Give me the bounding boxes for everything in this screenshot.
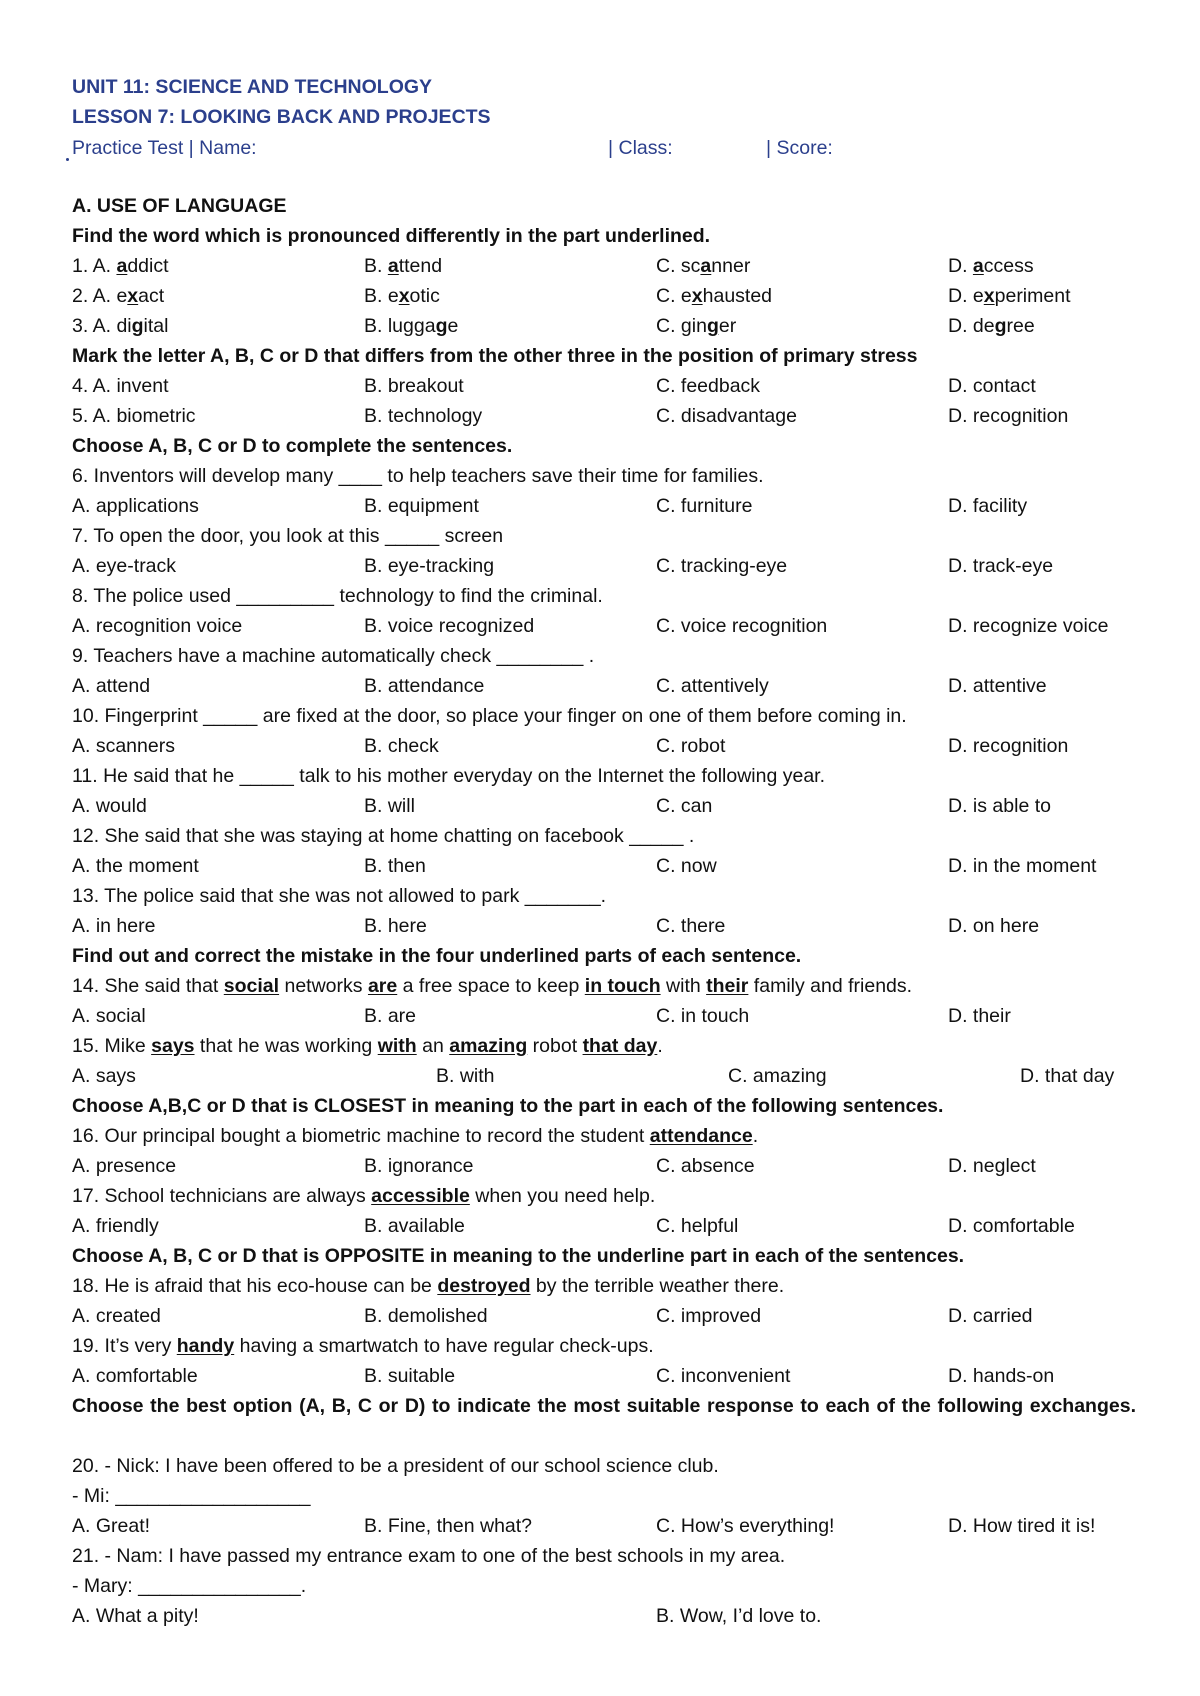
option-d: D. How tired it is! <box>948 1515 1096 1537</box>
question-21-line-1: 21. - Nam: I have passed my entrance exam to one of the best schools in my area. <box>72 1545 786 1567</box>
option-a: A. created <box>72 1305 161 1327</box>
option-b: B. luggage <box>364 315 459 337</box>
option-c: C. improved <box>656 1305 762 1327</box>
instruction-closest: Choose A,B,C or D that is CLOSEST in meaning to the part in each of the following sentences. <box>72 1095 944 1117</box>
option-b: B. eye-tracking <box>364 555 495 577</box>
instruction-response: Choose the best option (A, B, C or D) to indicate the most suitable response to each of the following exchanges. <box>72 1395 1136 1417</box>
option-c: C. robot <box>656 735 726 757</box>
option-a: 4. A. invent <box>72 375 169 397</box>
option-c: C. helpful <box>656 1215 739 1237</box>
option-d: D. that day <box>1020 1065 1115 1087</box>
question-15-stem: 15. Mike says that he was working with an amazing robot that day. <box>72 1035 663 1057</box>
question-8-stem: 8. The police used _________ technology to find the criminal. <box>72 585 603 607</box>
option-c: C. tracking-eye <box>656 555 788 577</box>
option-a: A. comfortable <box>72 1365 198 1387</box>
question-19-options <box>72 1361 1136 1391</box>
option-b: B. exotic <box>364 285 440 307</box>
option-b: B. ignorance <box>364 1155 474 1177</box>
instruction-opposite: Choose A, B, C or D that is OPPOSITE in meaning to the underline part in each of the sentences. <box>72 1245 965 1267</box>
option-b: B. check <box>364 735 439 757</box>
option-c: C. ginger <box>656 315 737 337</box>
section-heading: A. USE OF LANGUAGE <box>72 195 287 217</box>
question-19-stem: 19. It’s very handy having a smartwatch to have regular check-ups. <box>72 1335 654 1357</box>
option-d: D. attentive <box>948 675 1047 697</box>
question-17-options <box>72 1211 1136 1241</box>
option-d: D. recognition <box>948 405 1069 427</box>
option-b: B. available <box>364 1215 465 1237</box>
practice-name-label: Practice Test | Name: <box>72 137 257 159</box>
question-14-stem: 14. She said that social networks are a free space to keep in touch with their family and friends. <box>72 975 913 997</box>
option-d: D. recognition <box>948 735 1069 757</box>
question-15-options <box>72 1061 1136 1091</box>
instruction-stress: Mark the letter A, B, C or D that differs from the other three in the position of primary stress <box>72 345 918 367</box>
option-c: C. now <box>656 855 717 877</box>
option-b: B. attendance <box>364 675 485 697</box>
question-14-options <box>72 1001 1136 1031</box>
question-8-options <box>72 611 1136 641</box>
underlined-part: attendance <box>649 1125 753 1147</box>
underlined-part: says <box>151 1035 195 1057</box>
option-a: A. says <box>72 1065 136 1087</box>
option-a: A. attend <box>72 675 151 697</box>
option-c: C. inconvenient <box>656 1365 791 1387</box>
option-b: B. demolished <box>364 1305 488 1327</box>
question-9-options <box>72 671 1136 701</box>
question-10-options <box>72 731 1136 761</box>
option-d: D. carried <box>948 1305 1033 1327</box>
instruction-pronunciation: Find the word which is pronounced differently in the part underlined. <box>72 225 711 247</box>
question-20-options <box>72 1511 1136 1541</box>
option-a: A. applications <box>72 495 199 517</box>
instruction-complete: Choose A, B, C or D to complete the sentences. <box>72 435 513 457</box>
option-b: B. technology <box>364 405 483 427</box>
option-b: B. will <box>364 795 415 817</box>
question-2-options <box>72 281 1136 311</box>
option-a: A. social <box>72 1005 146 1027</box>
option-d: D. recognize voice <box>948 615 1109 637</box>
option-c: C. there <box>656 915 726 937</box>
question-10-stem: 10. Fingerprint _____ are fixed at the door, so place your finger on one of them before coming in. <box>72 705 907 727</box>
option-d: D. degree <box>948 315 1035 337</box>
option-c: C. feedback <box>656 375 761 397</box>
question-3-options <box>72 311 1136 341</box>
option-c: C. absence <box>656 1155 755 1177</box>
instruction-mistake: Find out and correct the mistake in the four underlined parts of each sentence. <box>72 945 802 967</box>
score-label: | Score: <box>766 137 833 159</box>
question-1-options <box>72 251 1136 281</box>
underlined-part: their <box>706 975 749 997</box>
underlined-part: accessible <box>371 1185 470 1207</box>
question-5-options <box>72 401 1136 431</box>
option-b: B. voice recognized <box>364 615 535 637</box>
underlined-part: destroyed <box>437 1275 531 1297</box>
option-a: A. scanners <box>72 735 175 757</box>
underlined-part: with <box>377 1035 417 1057</box>
option-c: C. attentively <box>656 675 769 697</box>
option-a: A. would <box>72 795 147 817</box>
question-18-stem: 18. He is afraid that his eco-house can be destroyed by the terrible weather there. <box>72 1275 785 1297</box>
option-d: D. in the moment <box>948 855 1097 877</box>
option-c: C. scanner <box>656 255 751 277</box>
lesson-title: LESSON 7: LOOKING BACK AND PROJECTS <box>72 106 491 128</box>
question-11-stem: 11. He said that he _____ talk to his mother everyday on the Internet the following year. <box>72 765 826 787</box>
option-b: B. Wow, I’d love to. <box>656 1605 822 1627</box>
option-a: A. Great! <box>72 1515 151 1537</box>
option-a: A. presence <box>72 1155 177 1177</box>
option-b: B. suitable <box>364 1365 456 1387</box>
option-b: B. then <box>364 855 426 877</box>
option-c: C. amazing <box>728 1065 827 1087</box>
option-b: B. with <box>436 1065 495 1087</box>
option-c: C. in touch <box>656 1005 750 1027</box>
option-d: D. neglect <box>948 1155 1036 1177</box>
option-a: A. What a pity! <box>72 1605 199 1627</box>
option-b: B. are <box>364 1005 417 1027</box>
option-d: D. hands-on <box>948 1365 1055 1387</box>
underlined-part: in touch <box>584 975 661 997</box>
option-c: C. voice recognition <box>656 615 828 637</box>
option-a: A. in here <box>72 915 156 937</box>
option-a: 3. A. digital <box>72 315 169 337</box>
option-a: A. eye-track <box>72 555 177 577</box>
option-a: A. recognition voice <box>72 615 243 637</box>
question-7-options <box>72 551 1136 581</box>
question-4-options <box>72 371 1136 401</box>
option-a: 1. A. addict <box>72 255 169 277</box>
option-c: C. disadvantage <box>656 405 797 427</box>
question-18-options <box>72 1301 1136 1331</box>
option-b: B. Fine, then what? <box>364 1515 533 1537</box>
underlined-part: amazing <box>449 1035 528 1057</box>
option-d: D. access <box>948 255 1034 277</box>
option-d: D. comfortable <box>948 1215 1075 1237</box>
option-c: C. exhausted <box>656 285 773 307</box>
question-17-stem: 17. School technicians are always accessible when you need help. <box>72 1185 656 1207</box>
question-11-options <box>72 791 1136 821</box>
underlined-part: social <box>223 975 280 997</box>
question-6-stem: 6. Inventors will develop many ____ to help teachers save their time for families. <box>72 465 764 487</box>
question-21-line-2: - Mary: _______________. <box>72 1575 307 1597</box>
question-16-options <box>72 1151 1136 1181</box>
option-b: B. attend <box>364 255 443 277</box>
option-c: C. How’s everything! <box>656 1515 835 1537</box>
underlined-part: are <box>367 975 398 997</box>
bullet-dot <box>66 158 69 161</box>
option-d: D. experiment <box>948 285 1071 307</box>
option-a: A. the moment <box>72 855 199 877</box>
option-c: C. furniture <box>656 495 753 517</box>
option-b: B. equipment <box>364 495 479 517</box>
question-13-stem: 13. The police said that she was not allowed to park _______. <box>72 885 607 907</box>
question-7-stem: 7. To open the door, you look at this _____ screen <box>72 525 504 547</box>
option-d: D. on here <box>948 915 1040 937</box>
question-12-options <box>72 851 1136 881</box>
option-d: D. their <box>948 1005 1011 1027</box>
unit-title: UNIT 11: SCIENCE AND TECHNOLOGY <box>72 76 433 98</box>
option-d: D. contact <box>948 375 1036 397</box>
option-d: D. is able to <box>948 795 1051 817</box>
question-9-stem: 9. Teachers have a machine automatically check ________ . <box>72 645 595 667</box>
option-d: D. track-eye <box>948 555 1054 577</box>
option-b: B. breakout <box>364 375 464 397</box>
question-20-line-1: 20. - Nick: I have been offered to be a president of our school science club. <box>72 1455 719 1477</box>
underlined-part: that day <box>582 1035 658 1057</box>
question-21-options <box>72 1601 1136 1631</box>
option-b: B. here <box>364 915 427 937</box>
option-d: D. facility <box>948 495 1028 517</box>
option-a: 5. A. biometric <box>72 405 196 427</box>
class-label: | Class: <box>608 137 673 159</box>
question-6-options <box>72 491 1136 521</box>
option-c: C. can <box>656 795 713 817</box>
question-16-stem: 16. Our principal bought a biometric machine to record the student attendance. <box>72 1125 759 1147</box>
option-a: 2. A. exact <box>72 285 165 307</box>
question-12-stem: 12. She said that she was staying at home chatting on facebook _____ . <box>72 825 695 847</box>
header-info-row <box>72 133 1136 163</box>
question-13-options <box>72 911 1136 941</box>
underlined-part: handy <box>176 1335 235 1357</box>
question-20-line-2: - Mi: __________________ <box>72 1485 311 1507</box>
option-a: A. friendly <box>72 1215 159 1237</box>
